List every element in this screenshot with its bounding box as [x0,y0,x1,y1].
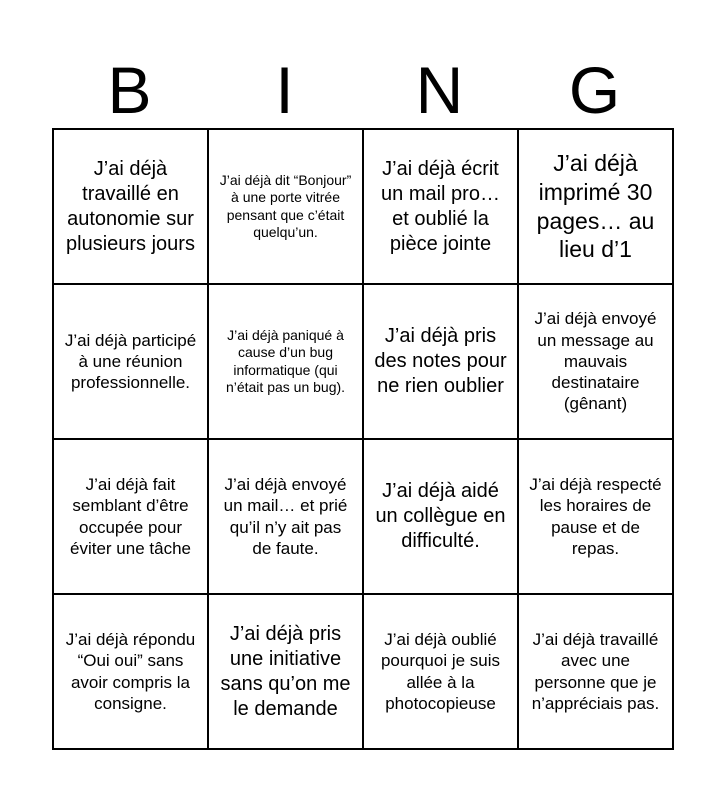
header-letter-b: B [107,53,152,127]
bingo-cell: J’ai déjà envoyé un message au mauvais destinataire (gênant) [518,284,673,439]
bingo-cell: J’ai déjà oublié pourquoi je suis allée à la photocopieuse [363,594,518,749]
header-letter-g: G [568,53,621,127]
bingo-cell: J’ai déjà participé à une réunion professionnelle. [53,284,208,439]
grid-row [53,594,673,749]
header-letter-n: N [415,53,464,127]
bingo-grid [52,128,674,750]
bingo-cell: J’ai déjà fait semblant d’être occupée pour éviter une tâche [53,439,208,594]
bingo-cell: J’ai déjà dit “Bonjour” à une porte vitrée pensant que c’était quelqu’un. [208,129,363,284]
bingo-cell: J’ai déjà paniqué à cause d’un bug informatique (qui n’était pas un bug). [208,284,363,439]
grid-row [53,129,673,284]
grid-row [53,439,673,594]
bingo-cell: J’ai déjà travaillé avec une personne que je n’appréciais pas. [518,594,673,749]
bingo-cell: J’ai déjà répondu “Oui oui” sans avoir compris la consigne. [53,594,208,749]
bingo-cell: J’ai déjà pris des notes pour ne rien oublier [363,284,518,439]
bingo-cell: J’ai déjà pris une initiative sans qu’on me le demande [208,594,363,749]
bingo-cell: J’ai déjà aidé un collègue en difficulté. [363,439,518,594]
bingo-cell: J’ai déjà respecté les horaires de pause et de repas. [518,439,673,594]
bingo-header [52,52,672,128]
grid-row [53,284,673,439]
bingo-cell: J’ai déjà travaillé en autonomie sur plusieurs jours [53,129,208,284]
header-letter-i: I [275,53,294,127]
bingo-cell: J’ai déjà envoyé un mail… et prié qu’il n’y ait pas de faute. [208,439,363,594]
bingo-cell: J’ai déjà imprimé 30 pages… au lieu d’1 [518,129,673,284]
bingo-cell: J’ai déjà écrit un mail pro… et oublié la pièce jointe [363,129,518,284]
